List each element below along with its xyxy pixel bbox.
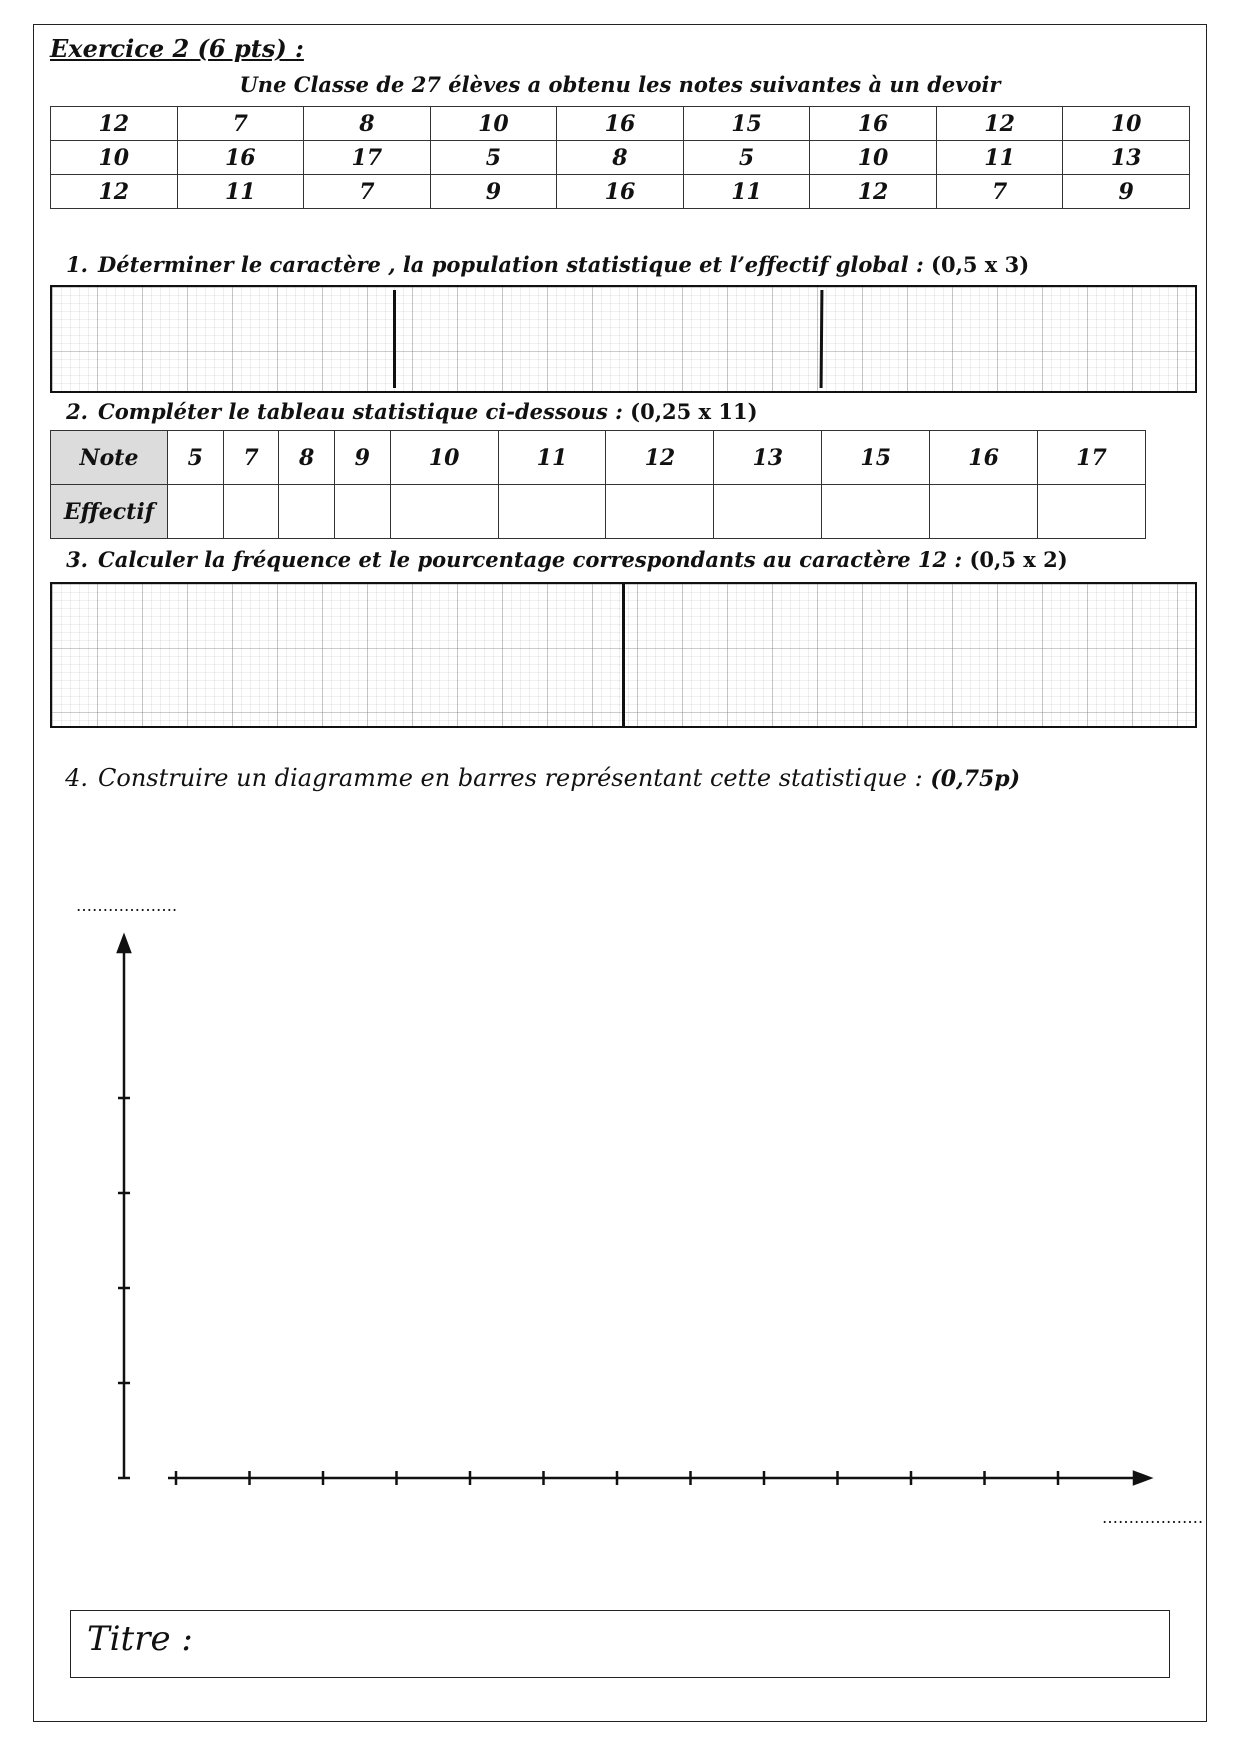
grade-cell: 15 (683, 107, 810, 141)
statistics-note-cell: 11 (498, 431, 606, 485)
grade-cell: 10 (810, 141, 937, 175)
statistics-note-cell: 5 (168, 431, 224, 485)
question-1-number: 1. (66, 252, 88, 277)
question-3-points: (0,5 x 2) (969, 547, 1068, 572)
grade-cell: 8 (557, 141, 684, 175)
x-axis-label-placeholder[interactable]: ………………. (1102, 1508, 1204, 1527)
exercise-title: Exercice 2 (6 pts) : (50, 34, 304, 63)
statistics-header-effectif: Effectif (51, 485, 168, 539)
grade-cell: 12 (51, 107, 178, 141)
x-axis-arrow-icon (1134, 1472, 1150, 1484)
statistics-note-cell: 13 (714, 431, 822, 485)
grade-cell: 9 (1063, 175, 1190, 209)
grade-cell: 16 (177, 141, 304, 175)
grade-cell: 8 (304, 107, 431, 141)
grade-cell: 10 (1063, 107, 1190, 141)
grade-cell: 17 (304, 141, 431, 175)
question-3-number: 3. (66, 547, 88, 572)
y-axis-label-placeholder[interactable]: ………………. (76, 896, 178, 915)
question-2-points: (0,25 x 11) (630, 399, 758, 424)
statistics-note-cell: 12 (606, 431, 714, 485)
grade-cell: 16 (557, 175, 684, 209)
statistics-note-cell: 15 (822, 431, 930, 485)
grade-cell: 9 (430, 175, 557, 209)
question-4-points: (0,75p) (930, 766, 1021, 792)
grade-cell: 7 (177, 107, 304, 141)
statistics-note-cell: 7 (223, 431, 279, 485)
grade-cell: 16 (810, 107, 937, 141)
y-axis-arrow-icon (118, 936, 130, 952)
statistics-note-cell: 10 (390, 431, 498, 485)
grade-cell: 12 (936, 107, 1063, 141)
grade-cell: 5 (683, 141, 810, 175)
chart-title-box[interactable] (70, 1610, 1170, 1678)
question-1-points: (0,5 x 3) (931, 252, 1030, 277)
chart-title-label: Titre : (87, 1619, 193, 1659)
statistics-note-cell: 9 (334, 431, 390, 485)
question-2-text: Compléter le tableau statistique ci-dessous : (98, 399, 631, 424)
statistics-note-cell: 8 (279, 431, 335, 485)
grade-cell: 7 (936, 175, 1063, 209)
question-1-text: Déterminer le caractère , la population statistique et l’effectif global : (98, 252, 932, 277)
grade-cell: 12 (810, 175, 937, 209)
grade-cell: 10 (51, 141, 178, 175)
statistics-note-cell: 16 (930, 431, 1038, 485)
question-4-number: 4. (65, 764, 88, 792)
question-3-text: Calculer la fréquence et le pourcentage correspondants au caractère 12 : (98, 547, 970, 572)
grade-cell: 11 (683, 175, 810, 209)
question-4-text: Construire un diagramme en barres représentant cette statistique : (98, 764, 931, 792)
exercise-intro: Une Classe de 27 élèves a obtenu les notes suivantes à un devoir (239, 72, 1001, 97)
grade-cell: 13 (1063, 141, 1190, 175)
grade-cell: 11 (936, 141, 1063, 175)
grade-cell: 5 (430, 141, 557, 175)
grade-cell: 7 (304, 175, 431, 209)
question-2-number: 2. (66, 399, 88, 424)
grade-cell: 11 (177, 175, 304, 209)
grade-cell: 12 (51, 175, 178, 209)
grade-cell: 16 (557, 107, 684, 141)
statistics-note-cell: 17 (1038, 431, 1146, 485)
grade-cell: 10 (430, 107, 557, 141)
statistics-header-note: Note (51, 431, 168, 485)
